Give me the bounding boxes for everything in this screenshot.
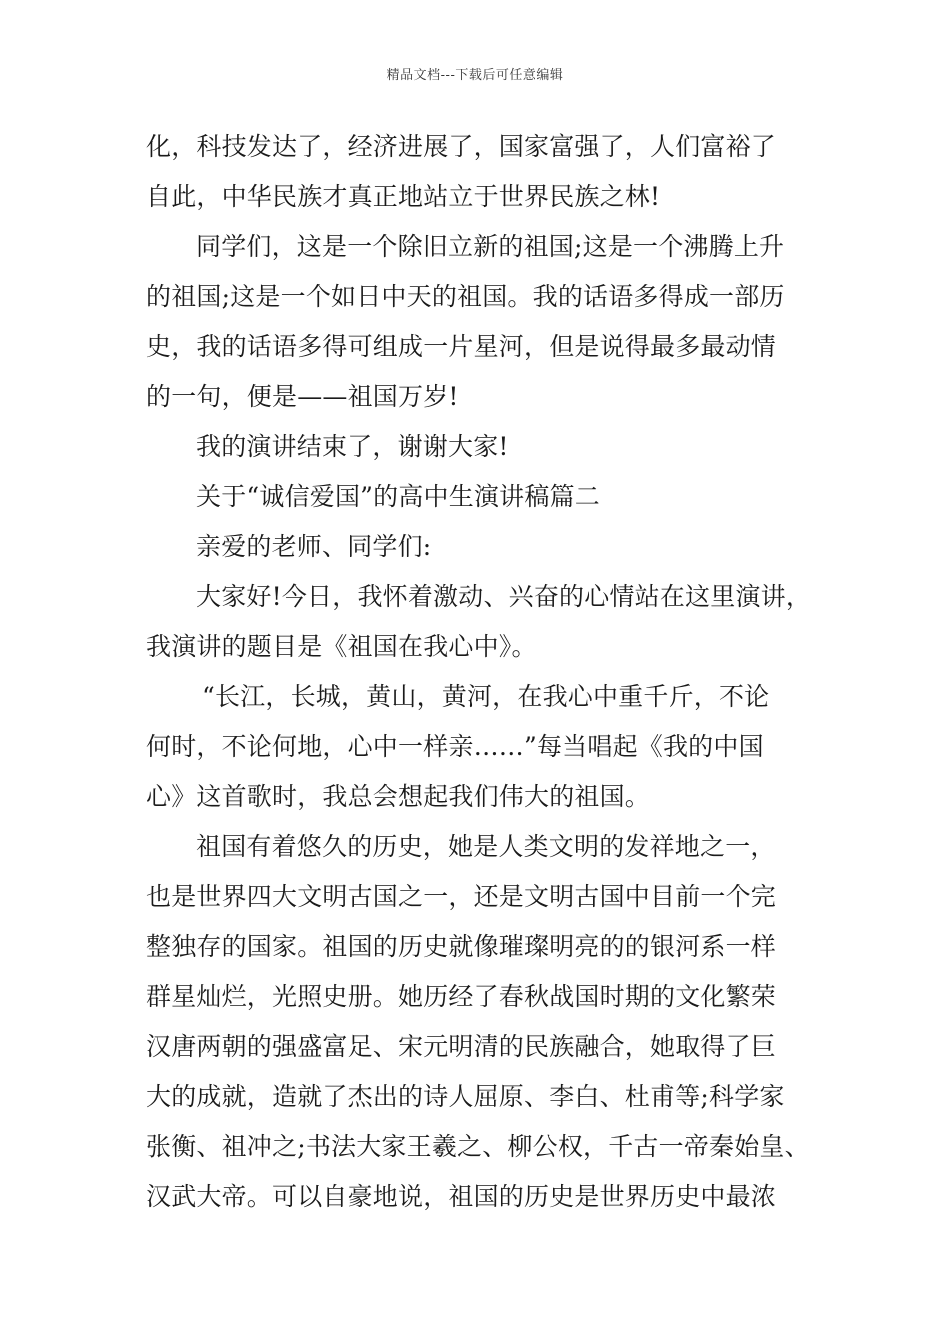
paragraph-start: 我的演讲结束了，谢谢大家! bbox=[196, 432, 509, 461]
paragraph-start: “长江，长城，黄山，黄河，在我心中重千斤，不论 bbox=[202, 682, 770, 711]
section-title: 关于“诚信爱国”的高中生演讲稿篇二 bbox=[196, 482, 600, 511]
document-body bbox=[146, 122, 836, 1222]
text-line: 大的成就，造就了杰出的诗人屈原、李白、杜甫等;科学家 bbox=[146, 1082, 785, 1111]
text-line: 我演讲的题目是《祖国在我心中》。 bbox=[146, 632, 537, 661]
text-line: 张衡、祖冲之;书法大家王羲之、柳公权，千古一帝秦始皇、 bbox=[146, 1132, 810, 1161]
text-line: 的祖国;这是一个如日中天的祖国。我的话语多得成一部历 bbox=[146, 282, 785, 311]
text-line: 的一句，便是——祖国万岁! bbox=[146, 382, 459, 411]
paragraph-start: 同学们，这是一个除旧立新的祖国;这是一个沸腾上升 bbox=[196, 232, 785, 261]
text-line: 心》这首歌时，我总会想起我们伟大的祖国。 bbox=[146, 782, 651, 811]
text-line: 汉武大帝。可以自豪地说，祖国的历史是世界历史中最浓 bbox=[146, 1182, 777, 1211]
paragraph-start: 祖国有着悠久的历史，她是人类文明的发祥地之一， bbox=[196, 832, 776, 861]
page-header: 精品文档---下载后可任意编辑 bbox=[386, 68, 564, 83]
text-line: 群星灿烂，光照史册。她历经了春秋战国时期的文化繁荣 bbox=[146, 982, 777, 1011]
text-line: 也是世界四大文明古国之一，还是文明古国中目前一个完 bbox=[146, 882, 777, 911]
text-line: 化，科技发达了，经济进展了，国家富强了，人们富裕了 bbox=[146, 132, 777, 161]
text-line: 何时，不论何地，心中一样亲……”每当唱起《我的中国 bbox=[146, 732, 764, 761]
salutation: 亲爱的老师、同学们: bbox=[196, 532, 432, 561]
paragraph-start: 大家好!今日，我怀着激动、兴奋的心情站在这里演讲， bbox=[196, 582, 812, 611]
text-line: 整独存的国家。祖国的历史就像璀璨明亮的的银河系一样 bbox=[146, 932, 777, 961]
text-line: 汉唐两朝的强盛富足、宋元明清的民族融合，她取得了巨 bbox=[146, 1032, 777, 1061]
text-line: 自此，中华民族才真正地站立于世界民族之林! bbox=[146, 182, 661, 211]
text-line: 史，我的话语多得可组成一片星河，但是说得最多最动情 bbox=[146, 332, 777, 361]
